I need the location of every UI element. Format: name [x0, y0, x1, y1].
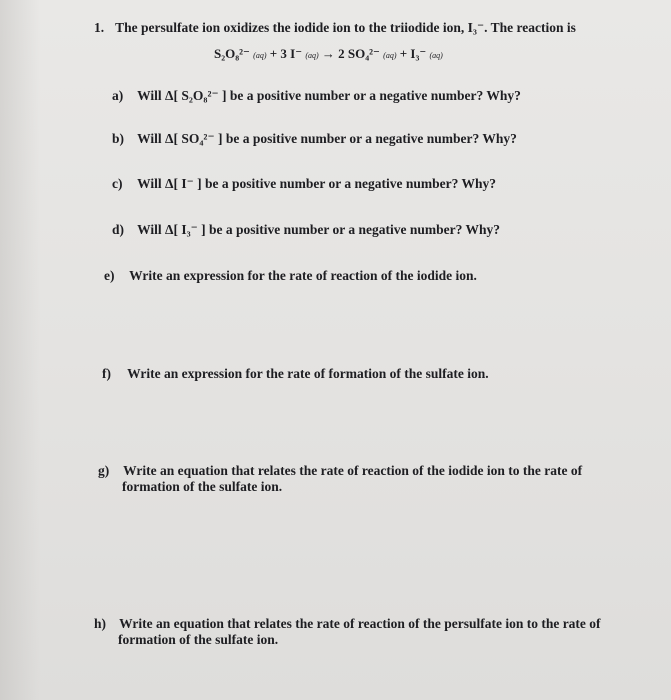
part-text-line1: Write an equation that relates the rate of reaction of the iodide ion to the rate of — [123, 463, 583, 478]
part-label: g) — [98, 463, 110, 478]
part-label: d) — [112, 222, 125, 237]
part-text-line1: Write an equation that relates the rate of reaction of the persulfate ion to the rate of — [119, 616, 601, 631]
state-label: (aq) — [305, 51, 319, 60]
part-g — [98, 463, 582, 495]
question-1-prompt — [94, 20, 654, 36]
state-label: (aq) — [253, 51, 267, 60]
product-sulfate: → 2 SO₄²⁻ — [321, 46, 380, 61]
part-label: b) — [112, 131, 125, 146]
part-c — [112, 176, 496, 192]
part-text: Will Δ[ I⁻ ] be a positive number or a negative number? Why? — [137, 176, 496, 191]
reactant-iodide: + 3 I⁻ — [269, 46, 303, 61]
part-text: Will Δ[ I₃⁻ ] be a positive number or a negative number? Why? — [137, 222, 501, 237]
part-e — [104, 268, 477, 284]
state-label: (aq) — [429, 51, 443, 60]
page-shadow — [0, 0, 40, 700]
part-text: Write an expression for the rate of formation of the sulfate ion. — [127, 366, 489, 381]
part-b — [112, 131, 517, 147]
part-text-line2: formation of the sulfate ion. — [122, 479, 283, 494]
part-a — [112, 88, 521, 104]
state-label: (aq) — [383, 51, 397, 60]
part-label: a) — [112, 88, 124, 103]
question-number: 1. — [94, 20, 105, 35]
question-text: The persulfate ion oxidizes the iodide ion to the triiodide ion, I₃⁻. The reaction is — [115, 20, 576, 35]
part-label: e) — [104, 268, 115, 283]
part-d — [112, 222, 500, 238]
part-text-line2: formation of the sulfate ion. — [118, 632, 279, 647]
part-h — [94, 616, 601, 648]
reactant-persulfate: S₂O₈²⁻ — [214, 46, 250, 61]
part-label: c) — [112, 176, 123, 191]
part-f — [102, 366, 489, 382]
product-triiodide: + I₃⁻ — [399, 46, 427, 61]
reaction-equation — [214, 46, 443, 62]
part-text: Write an expression for the rate of reaction of the iodide ion. — [129, 268, 477, 283]
part-label: f) — [102, 366, 111, 381]
part-text: Will Δ[ S₂O₈²⁻ ] be a positive number or a negative number? Why? — [137, 88, 521, 103]
part-text: Will Δ[ SO₄²⁻ ] be a positive number or a negative number? Why? — [137, 131, 517, 146]
part-label: h) — [94, 616, 107, 631]
